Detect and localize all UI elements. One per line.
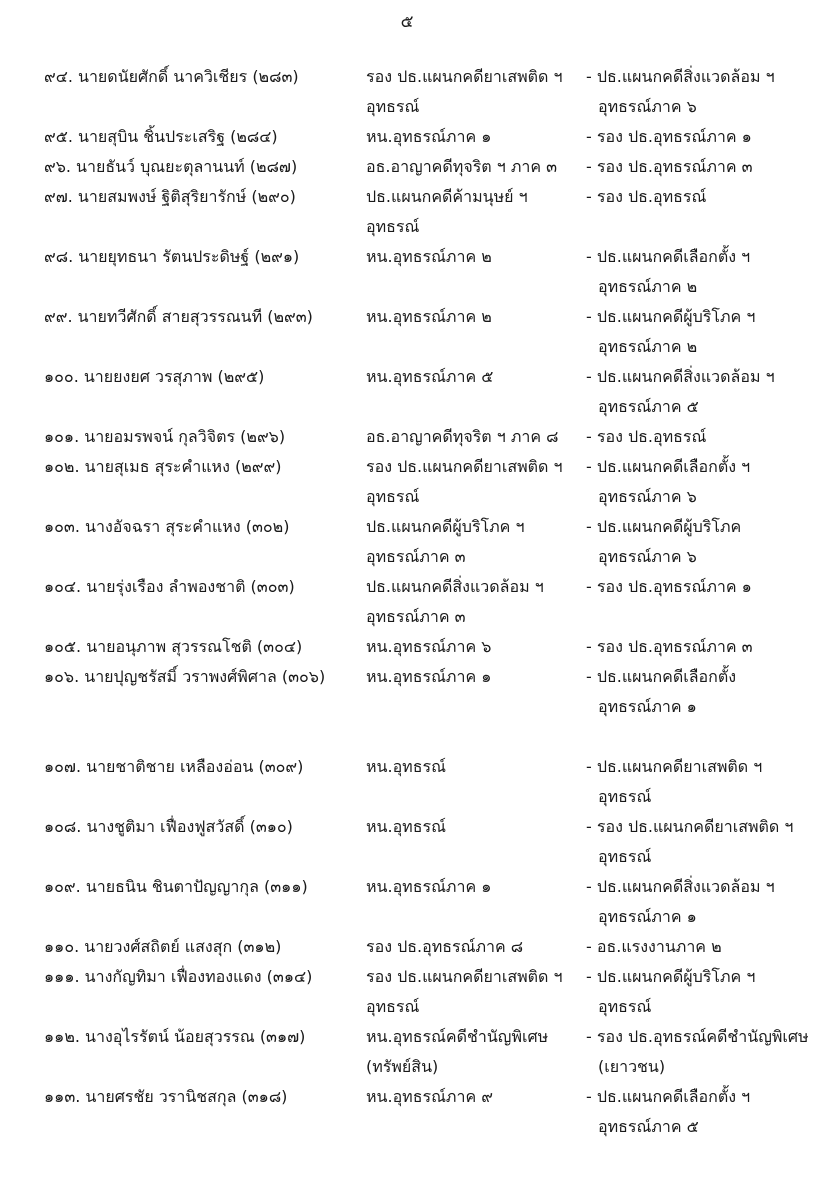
list-item	[0, 362, 814, 422]
person-name: ๑๐๔. นายรุ่งเรือง ลำพองชาติ (๓๐๓)	[44, 577, 295, 596]
new-position: - อธ.แรงงานภาค ๒	[586, 937, 722, 956]
current-position: ปธ.แผนกคดีสิ่งแวดล้อม ฯ อุทธรณ์ภาค ๓	[366, 577, 544, 626]
new-position: - รอง ปธ.อุทธรณ์คดีชำนัญพิเศษ (เยาวชน)	[586, 1027, 809, 1076]
current-position: อธ.อาญาคดีทุจริต ฯ ภาค ๓	[366, 157, 558, 176]
list-item	[0, 182, 814, 242]
new-position: - ปธ.แผนกคดีผู้บริโภค ฯ อุทธรณ์ภาค ๒	[586, 307, 756, 356]
person-name: ๙๙. นายทวีศักดิ์ สายสุวรรณนที (๒๙๓)	[44, 307, 313, 326]
list-item	[0, 872, 814, 932]
person-name: ๙๔. นายดนัยศักดิ์ นาควิเชียร (๒๘๓)	[44, 67, 299, 86]
new-position: - ปธ.แผนกคดีเลือกตั้ง ฯ อุทธรณ์ภาค ๒	[586, 247, 751, 296]
list-item	[0, 512, 814, 572]
person-name: ๑๑๐. นายวงศ์สถิตย์ แสงสุก (๓๑๒)	[44, 937, 282, 956]
list-item	[0, 302, 814, 362]
current-position: หน.อุทธรณ์ภาค ๑	[366, 877, 492, 896]
new-position: - รอง ปธ.อุทธรณ์ภาค ๓	[586, 637, 753, 656]
new-position: - ปธ.แผนกคดีผู้บริโภค อุทธรณ์ภาค ๖	[586, 517, 742, 566]
current-position: รอง ปธ.แผนกคดียาเสพติด ฯ อุทธรณ์	[366, 457, 563, 506]
new-position: - รอง ปธ.อุทธรณ์ภาค ๓	[586, 157, 753, 176]
list-item	[0, 122, 814, 152]
person-name: ๙๕. นายสุบิน ชิ้นประเสริฐ (๒๘๔)	[44, 127, 278, 146]
new-position: - รอง ปธ.อุทธรณ์	[586, 187, 707, 206]
current-position: หน.อุทธรณ์ภาค ๙	[366, 1087, 493, 1106]
list-item	[0, 1082, 814, 1142]
person-name: ๑๐๒. นายสุเมธ สุระคำแหง (๒๙๙)	[44, 457, 282, 476]
new-position: - รอง ปธ.อุทธรณ์ภาค ๑	[586, 577, 752, 596]
list-item	[0, 242, 814, 302]
list-item	[0, 1022, 814, 1082]
new-position: - ปธ.แผนกคดียาเสพติด ฯ อุทธรณ์	[586, 757, 763, 806]
current-position: หน.อุทธรณ์ภาค ๕	[366, 367, 494, 386]
person-name: ๑๐๙. นายธนิน ชินตาปัญญากุล (๓๑๑)	[44, 877, 308, 896]
appointment-list	[0, 62, 814, 1142]
person-name: ๙๗. นายสมพงษ์ ฐิติสุริยารักษ์ (๒๙๐)	[44, 187, 296, 206]
current-position: หน.อุทธรณ์ภาค ๑	[366, 667, 492, 686]
person-name: ๑๐๑. นายอมรพจน์ กุลวิจิตร (๒๙๖)	[44, 427, 286, 446]
current-position: หน.อุทธรณ์	[366, 817, 446, 836]
current-position: ปธ.แผนกคดีผู้บริโภค ฯ อุทธรณ์ภาค ๓	[366, 517, 525, 566]
new-position: - ปธ.แผนกคดีเลือกตั้ง ฯ อุทธรณ์ภาค ๖	[586, 457, 751, 506]
list-item	[0, 62, 814, 122]
new-position: - รอง ปธ.แผนกคดียาเสพติด ฯ อุทธรณ์	[586, 817, 794, 866]
new-position: - ปธ.แผนกคดีสิ่งแวดล้อม ฯ อุทธรณ์ภาค ๕	[586, 367, 775, 416]
person-name: ๑๑๒. นางอุไรรัตน์ น้อยสุวรรณ (๓๑๗)	[44, 1027, 306, 1046]
new-position: - ปธ.แผนกคดีสิ่งแวดล้อม ฯ อุทธรณ์ภาค ๑	[586, 877, 775, 926]
current-position: ปธ.แผนกคดีค้ามนุษย์ ฯ อุทธรณ์	[366, 187, 528, 236]
current-position: รอง ปธ.แผนกคดียาเสพติด ฯ อุทธรณ์	[366, 67, 563, 116]
new-position: - รอง ปธ.อุทธรณ์ภาค ๑	[586, 127, 752, 146]
person-name: ๑๐๘. นางชูติมา เฟื่องฟูสวัสดิ์ (๓๑๐)	[44, 817, 293, 836]
new-position: - ปธ.แผนกคดีเลือกตั้ง อุทธรณ์ภาค ๑	[586, 667, 737, 716]
current-position: หน.อุทธรณ์ภาค ๑	[366, 127, 492, 146]
person-name: ๑๑๑. นางกัญทิมา เฟื่องทองแดง (๓๑๔)	[44, 967, 313, 986]
person-name: ๑๑๓. นายศรชัย วรานิชสกุล (๓๑๘)	[44, 1087, 288, 1106]
person-name: ๑๐๕. นายอนุภาพ สุวรรณโชติ (๓๐๔)	[44, 637, 303, 656]
current-position: หน.อุทธรณ์คดีชำนัญพิเศษ (ทรัพย์สิน)	[366, 1027, 549, 1076]
new-position: - รอง ปธ.อุทธรณ์	[586, 427, 707, 446]
person-name: ๑๐๗. นายชาติชาย เหลืองอ่อน (๓๐๙)	[44, 757, 304, 776]
list-item	[0, 632, 814, 662]
list-item	[0, 812, 814, 872]
current-position: รอง ปธ.อุทธรณ์ภาค ๘	[366, 937, 524, 956]
list-item	[0, 152, 814, 182]
person-name: ๙๖. นายธันว์ บุณยะตุลานนท์ (๒๘๗)	[44, 157, 298, 176]
current-position: หน.อุทธรณ์	[366, 757, 446, 776]
person-name: ๙๘. นายยุทธนา รัตนประดิษฐ์ (๒๙๑)	[44, 247, 300, 266]
current-position: หน.อุทธรณ์ภาค ๖	[366, 637, 492, 656]
current-position: หน.อุทธรณ์ภาค ๒	[366, 247, 492, 266]
new-position: - ปธ.แผนกคดีสิ่งแวดล้อม ฯ อุทธรณ์ภาค ๖	[586, 67, 775, 116]
list-item	[0, 962, 814, 1022]
list-item	[0, 572, 814, 632]
person-name: ๑๐๐. นายยงยศ วรสุภาพ (๒๙๕)	[44, 367, 265, 386]
person-name: ๑๐๖. นายปุญชรัสมิ์ วราพงศ์พิศาล (๓๐๖)	[44, 667, 326, 686]
page-number: ๕	[400, 12, 414, 32]
list-item	[0, 422, 814, 452]
person-name: ๑๐๓. นางอัจฉรา สุระคำแหง (๓๐๒)	[44, 517, 290, 536]
list-item	[0, 752, 814, 812]
list-item	[0, 662, 814, 752]
new-position: - ปธ.แผนกคดีเลือกตั้ง ฯ อุทธรณ์ภาค ๕	[586, 1087, 751, 1136]
list-item	[0, 932, 814, 962]
current-position: รอง ปธ.แผนกคดียาเสพติด ฯ อุทธรณ์	[366, 967, 563, 1016]
current-position: อธ.อาญาคดีทุจริต ฯ ภาค ๘	[366, 427, 559, 446]
list-item	[0, 452, 814, 512]
new-position: - ปธ.แผนกคดีผู้บริโภค ฯ อุทธรณ์	[586, 967, 756, 1016]
current-position: หน.อุทธรณ์ภาค ๒	[366, 307, 492, 326]
